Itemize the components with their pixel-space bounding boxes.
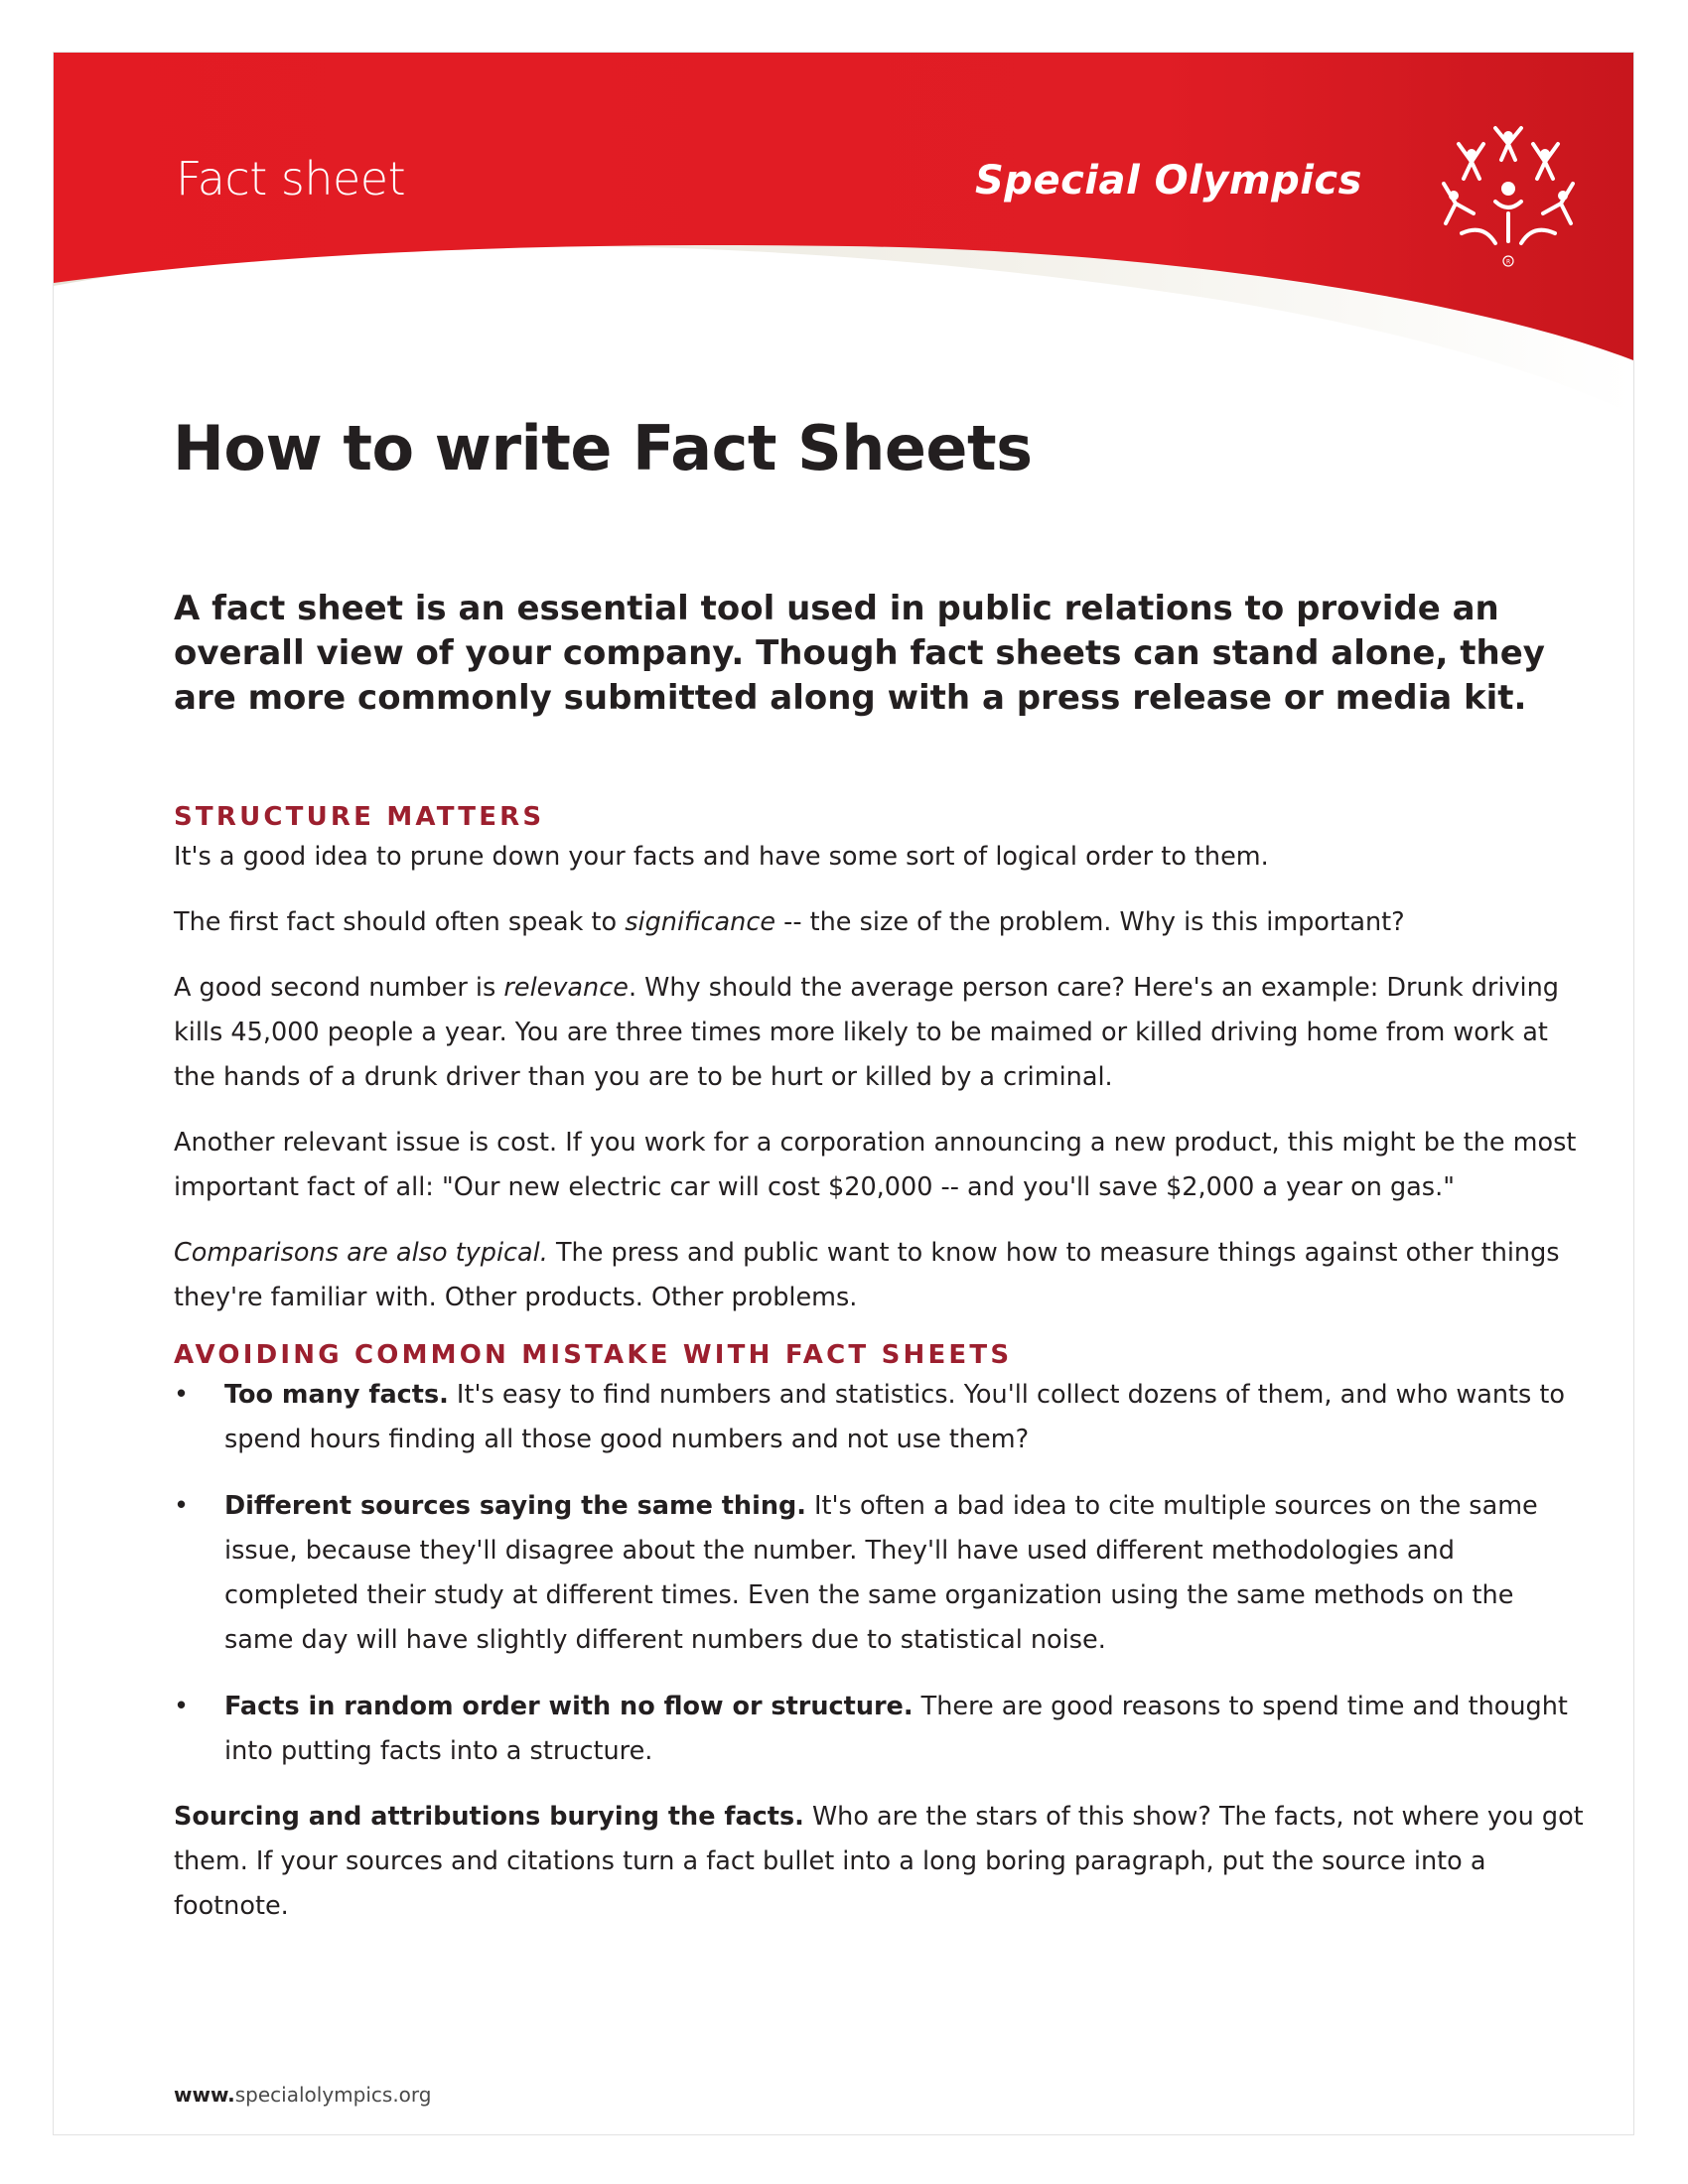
significance-emphasis: significance	[625, 907, 776, 937]
mistakes-list	[174, 1373, 1584, 1774]
bullet-icon: •	[174, 1491, 190, 1521]
mistakes-heading: AVOIDING COMMON MISTAKE WITH FACT SHEETS	[174, 1340, 1013, 1370]
comparisons-emphasis: Comparisons are also typical.	[174, 1238, 548, 1268]
svg-text:R: R	[1506, 258, 1511, 266]
relevance-emphasis: relevance	[503, 973, 629, 1003]
page-title: How to write Fact Sheets	[173, 412, 1033, 484]
body-content	[174, 799, 1584, 1950]
footer-url[interactable]: www.specialolympics.org	[174, 2083, 432, 2107]
list-item: • Too many facts. It's easy to find numbers and statistics. You'll collect dozens of them, and who wants to spend hours finding all those good numbers and not use them?	[174, 1373, 1584, 1463]
structure-paragraph-4: Another relevant issue is cost. If you work for a corporation announcing a new product, this might be the most important fact of all: "Our new electric car will cost $20,000 -- and you'll save $2,000 a year on gas."	[174, 1128, 1577, 1202]
list-item: • Different sources saying the same thing. It's often a bad idea to cite multiple sources on the same issue, because they'll disagree about the number. They'll have used different methodologies and completed their study at different times. Even the same organization using the same methods on the same day will have slightly different numbers due to statistical noise.	[174, 1484, 1584, 1664]
structure-heading: STRUCTURE MATTERS	[174, 802, 545, 832]
lead-paragraph: A fact sheet is an essential tool used in public relations to provide an overall view of your company. Though fact sheets can stand alone, they are more commonly submitted along with a press release or media kit.	[174, 589, 1545, 718]
structure-paragraph-1: It's a good idea to prune down your facts and have some sort of logical order to them.	[174, 842, 1269, 872]
brand-wordmark: Special Olympics	[975, 158, 1362, 204]
fact-sheet-page	[53, 52, 1634, 2135]
closing-paragraph: Sourcing and attributions burying the facts. Who are the stars of this show? The facts, not where you got them. If your sources and citations turn a fact bullet into a long boring paragraph, put the source into a footnote.	[174, 1802, 1584, 1921]
structure-paragraph-3: A good second number is relevance. Why should the average person care? Here's an example: Drunk driving kills 45,000 people a year. You are three times more likely to be maimed or killed driving home from work at the hands of a drunk driver than you are to be hurt or killed by a criminal.	[174, 973, 1559, 1092]
special-olympics-logo-icon	[1434, 114, 1583, 273]
structure-paragraph-5: Comparisons are also typical. The press and public want to know how to measure things against other things they're familiar with. Other products. Other problems.	[174, 1238, 1560, 1312]
bullet-icon: •	[174, 1692, 190, 1721]
bullet-icon: •	[174, 1380, 190, 1410]
fact-sheet-kicker: Fact sheet	[176, 152, 406, 205]
structure-paragraph-2: The first fact should often speak to significance -- the size of the problem. Why is this important?	[174, 907, 1405, 937]
list-item: • Facts in random order with no flow or structure. There are good reasons to spend time and thought into putting facts into a structure.	[174, 1685, 1584, 1774]
